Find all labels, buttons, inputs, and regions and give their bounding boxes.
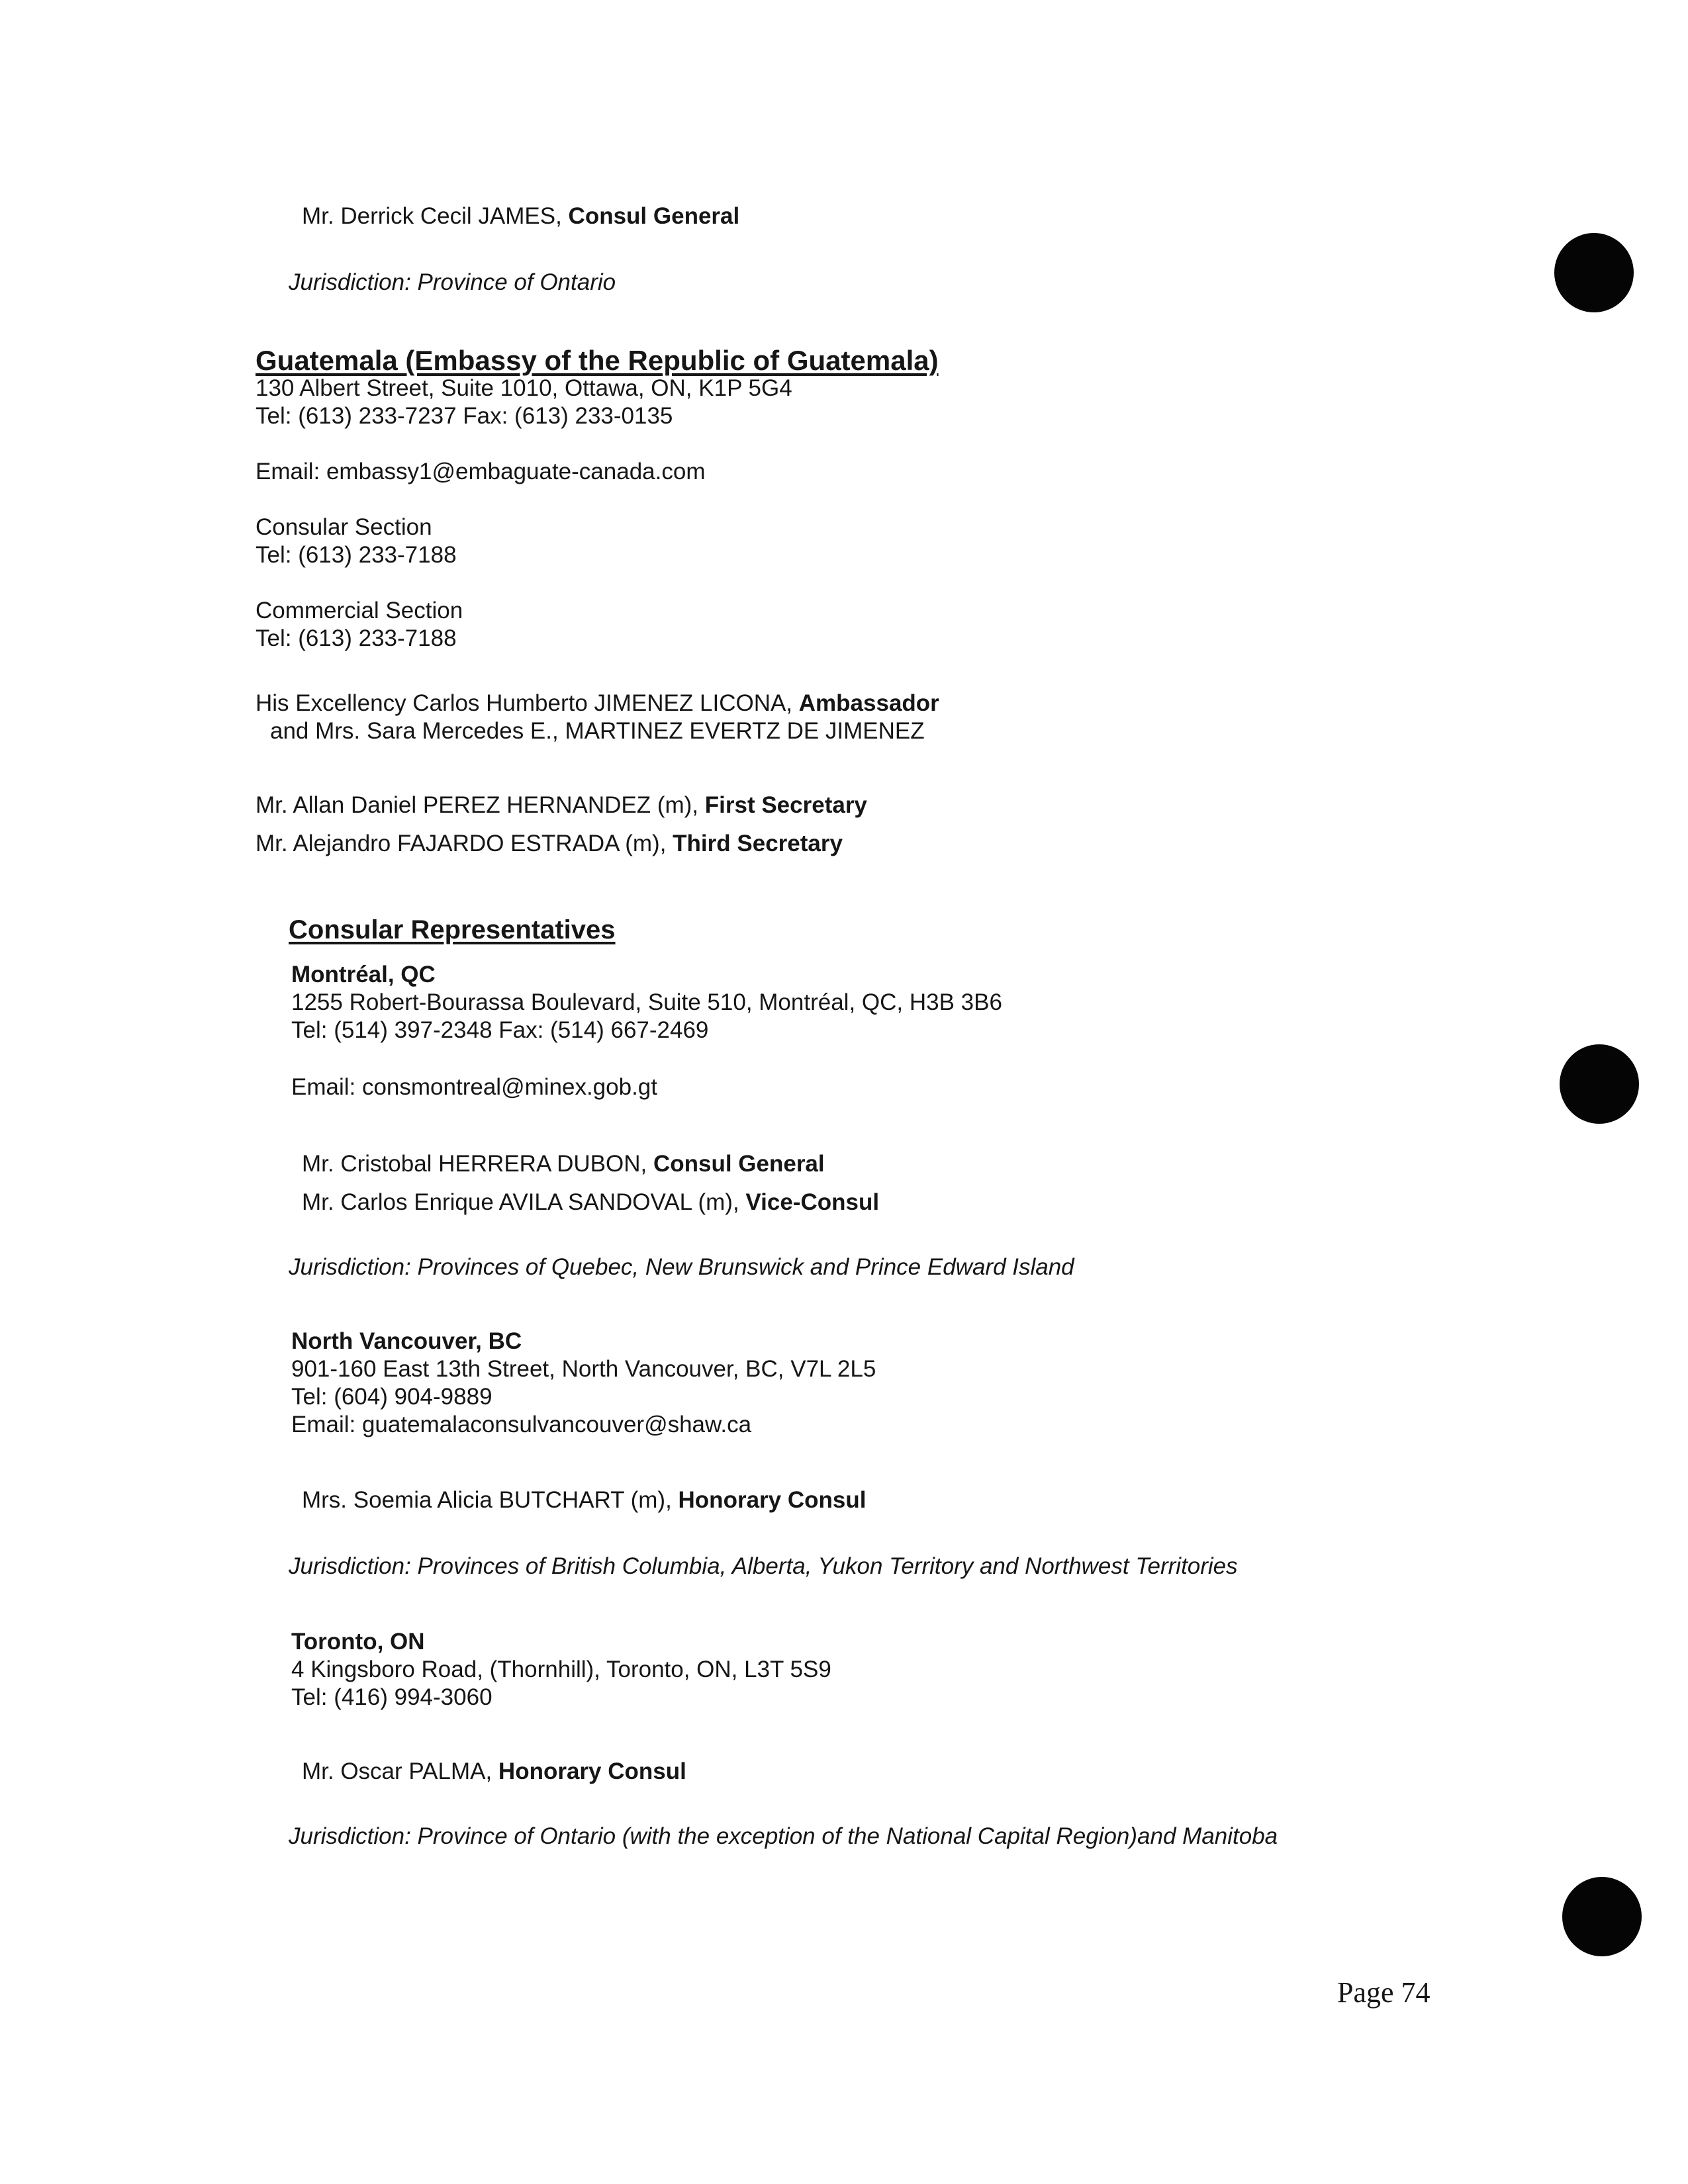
staff-title: Honorary Consul bbox=[498, 1758, 686, 1784]
jurisdiction-note: Jurisdiction: Province of Ontario bbox=[289, 269, 616, 295]
embassy-heading: Guatemala (Embassy of the Republic of Guatemala) bbox=[256, 345, 939, 376]
consular-section-tel: Tel: (613) 233-7188 bbox=[256, 542, 457, 568]
person-title: Consul General bbox=[568, 203, 740, 229]
jurisdiction-note: Jurisdiction: Provinces of British Columbia, Alberta, Yukon Territory and Northwest Territories bbox=[289, 1553, 1238, 1579]
staff-entry bbox=[256, 830, 843, 858]
staff-title: Consul General bbox=[653, 1151, 825, 1177]
staff-name: Mr. Oscar PALMA, bbox=[302, 1758, 492, 1784]
commercial-section-tel: Tel: (613) 233-7188 bbox=[256, 625, 457, 651]
ambassador-entry bbox=[256, 690, 939, 717]
embassy-email: Email: embassy1@embaguate-canada.com bbox=[256, 459, 706, 484]
consular-section-label: Consular Section bbox=[256, 514, 432, 540]
staff-name: Mr. Carlos Enrique AVILA SANDOVAL (m), bbox=[302, 1189, 739, 1215]
commercial-section-label: Commercial Section bbox=[256, 598, 463, 623]
office-email: Email: guatemalaconsulvancouver@shaw.ca bbox=[291, 1412, 752, 1437]
staff-title: Vice-Consul bbox=[745, 1189, 880, 1215]
punch-hole bbox=[1562, 1877, 1642, 1956]
office-city: Montréal, QC bbox=[291, 962, 436, 987]
punch-hole bbox=[1554, 233, 1634, 312]
ambassador-spouse: and Mrs. Sara Mercedes E., MARTINEZ EVERTZ DE JIMENEZ bbox=[270, 718, 925, 744]
staff-name: Mr. Allan Daniel PEREZ HERNANDEZ (m), bbox=[256, 792, 699, 818]
ambassador-name: His Excellency Carlos Humberto JIMENEZ LICONA, bbox=[256, 690, 793, 716]
office-address: 901-160 East 13th Street, North Vancouver, BC, V7L 2L5 bbox=[291, 1356, 876, 1382]
jurisdiction-note: Jurisdiction: Province of Ontario (with the exception of the National Capital Region)and Manitoba bbox=[289, 1823, 1278, 1849]
office-email: Email: consmontreal@minex.gob.gt bbox=[291, 1074, 657, 1100]
office-city: Toronto, ON bbox=[291, 1629, 425, 1655]
page-number: Page 74 bbox=[1337, 1976, 1430, 2009]
punch-hole bbox=[1560, 1044, 1639, 1124]
staff-entry bbox=[302, 1758, 686, 1786]
staff-name: Mrs. Soemia Alicia BUTCHART (m), bbox=[302, 1487, 672, 1513]
embassy-address: 130 Albert Street, Suite 1010, Ottawa, ON, K1P 5G4 bbox=[256, 375, 792, 401]
ambassador-title: Ambassador bbox=[798, 690, 939, 716]
office-address: 4 Kingsboro Road, (Thornhill), Toronto, ON, L3T 5S9 bbox=[291, 1657, 831, 1682]
staff-entry bbox=[302, 1486, 866, 1514]
consular-heading: Consular Representatives bbox=[289, 915, 616, 944]
office-tel: Tel: (514) 397-2348 Fax: (514) 667-2469 bbox=[291, 1017, 709, 1043]
consul-general-entry bbox=[302, 203, 739, 230]
staff-entry bbox=[302, 1189, 879, 1216]
office-tel: Tel: (416) 994-3060 bbox=[291, 1684, 492, 1710]
office-address: 1255 Robert-Bourassa Boulevard, Suite 510, Montréal, QC, H3B 3B6 bbox=[291, 989, 1002, 1015]
staff-entry bbox=[302, 1150, 825, 1178]
jurisdiction-note: Jurisdiction: Provinces of Quebec, New Brunswick and Prince Edward Island bbox=[289, 1254, 1074, 1280]
office-city: North Vancouver, BC bbox=[291, 1328, 522, 1354]
office-tel: Tel: (604) 904-9889 bbox=[291, 1384, 492, 1410]
staff-name: Mr. Alejandro FAJARDO ESTRADA (m), bbox=[256, 831, 667, 856]
staff-entry bbox=[256, 792, 867, 819]
person-name: Mr. Derrick Cecil JAMES, bbox=[302, 203, 562, 229]
staff-name: Mr. Cristobal HERRERA DUBON, bbox=[302, 1151, 647, 1177]
staff-title: First Secretary bbox=[704, 792, 867, 818]
staff-title: Honorary Consul bbox=[678, 1487, 867, 1513]
staff-title: Third Secretary bbox=[673, 831, 843, 856]
embassy-tel-fax: Tel: (613) 233-7237 Fax: (613) 233-0135 bbox=[256, 403, 673, 429]
